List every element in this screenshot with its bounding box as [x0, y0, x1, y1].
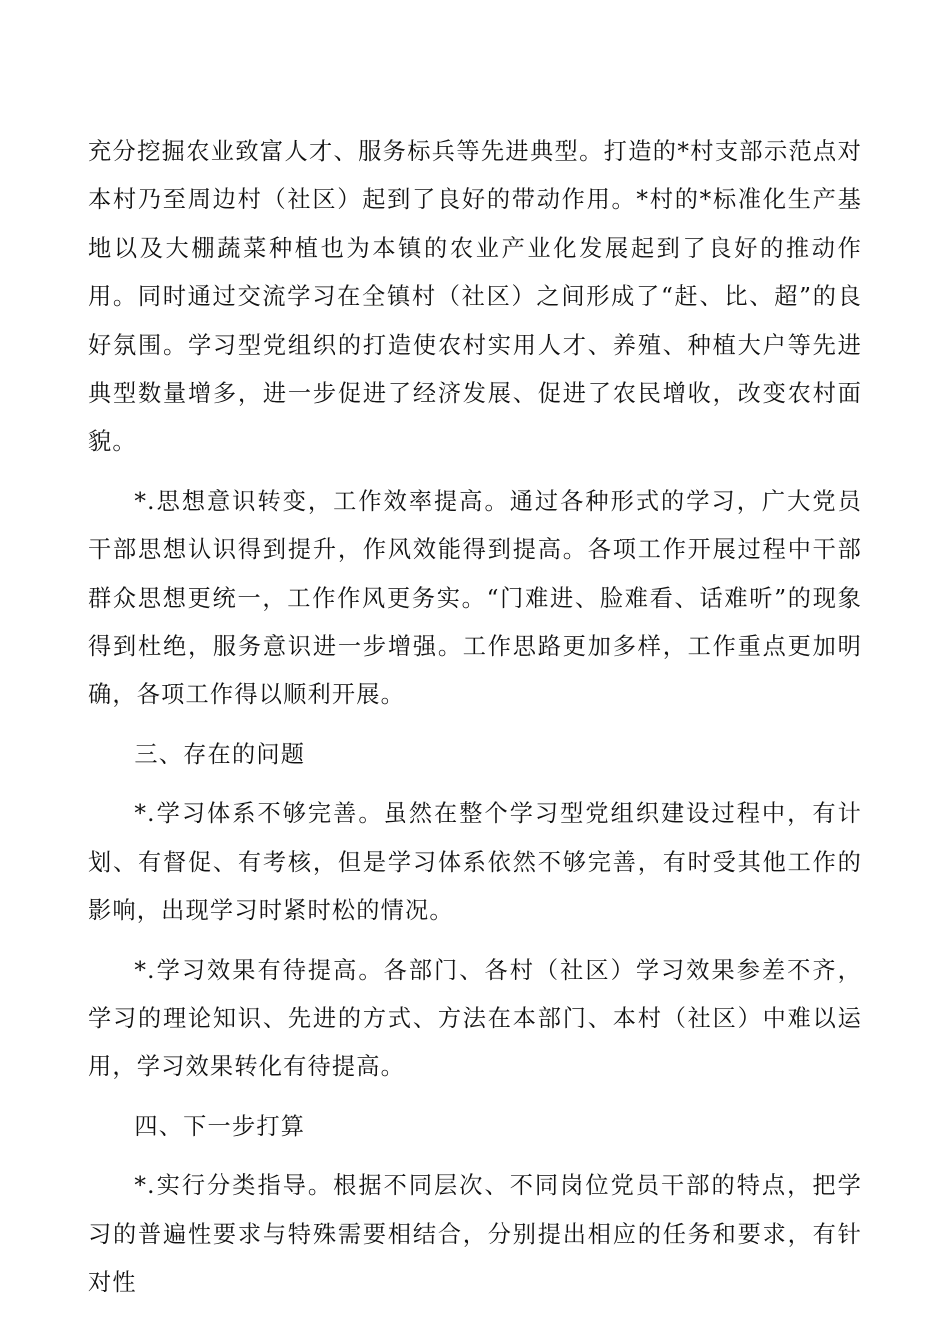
paragraph-gap	[88, 720, 862, 731]
paragraph-gap	[88, 1092, 862, 1103]
paragraph-gap	[88, 1151, 862, 1162]
paragraph-learning-effect: *.学习效果有待提高。各部门、各村（社区）学习效果参差不齐，学习的理论知识、先进的方式、方法在本部门、本村（社区）中难以运用，学习效果转化有待提高。	[88, 956, 862, 1081]
section-heading-next-steps: 四、下一步打算	[134, 1112, 306, 1140]
document-page	[88, 128, 862, 1307]
paragraph-gap	[88, 936, 862, 947]
paragraph-mindset-change: *.思想意识转变，工作效率提高。通过各种形式的学习，广大党员干部思想认识得到提升，作风效能得到提高。各项工作开展过程中干部群众思想更统一，工作作风更务实。“门难进、脸难看、话难听”的现象得到杜绝，服务意识进一步增强。工作思路更加多样，工作重点更加明确，各项工作得以顺利开展。	[88, 487, 862, 709]
paragraph-typical-models: 充分挖掘农业致富人才、服务标兵等先进典型。打造的*村支部示范点对本村乃至周边村（社区）起到了良好的带动作用。*村的*标准化生产基地以及大棚蔬菜种植也为本镇的农业产业化发展起到了良好的推动作用。同时通过交流学习在全镇村（社区）之间形成了“赶、比、超”的良好氛围。学习型党组织的打造使农村实用人才、养殖、种植大户等先进典型数量增多，进一步促进了经济发展、促进了农民增收，改变农村面貌。	[88, 138, 862, 456]
paragraph-learning-system: *.学习体系不够完善。虽然在整个学习型党组织建设过程中，有计划、有督促、有考核，但是学习体系依然不够完善，有时受其他工作的影响，出现学习时紧时松的情况。	[88, 800, 862, 925]
paragraph-classified-guidance: *.实行分类指导。根据不同层次、不同岗位党员干部的特点，把学习的普遍性要求与特殊需要相结合，分别提出相应的任务和要求，有针对性	[88, 1172, 862, 1296]
paragraph-gap	[88, 779, 862, 790]
paragraph-gap	[88, 467, 862, 478]
section-heading-problems: 三、存在的问题	[134, 740, 306, 768]
